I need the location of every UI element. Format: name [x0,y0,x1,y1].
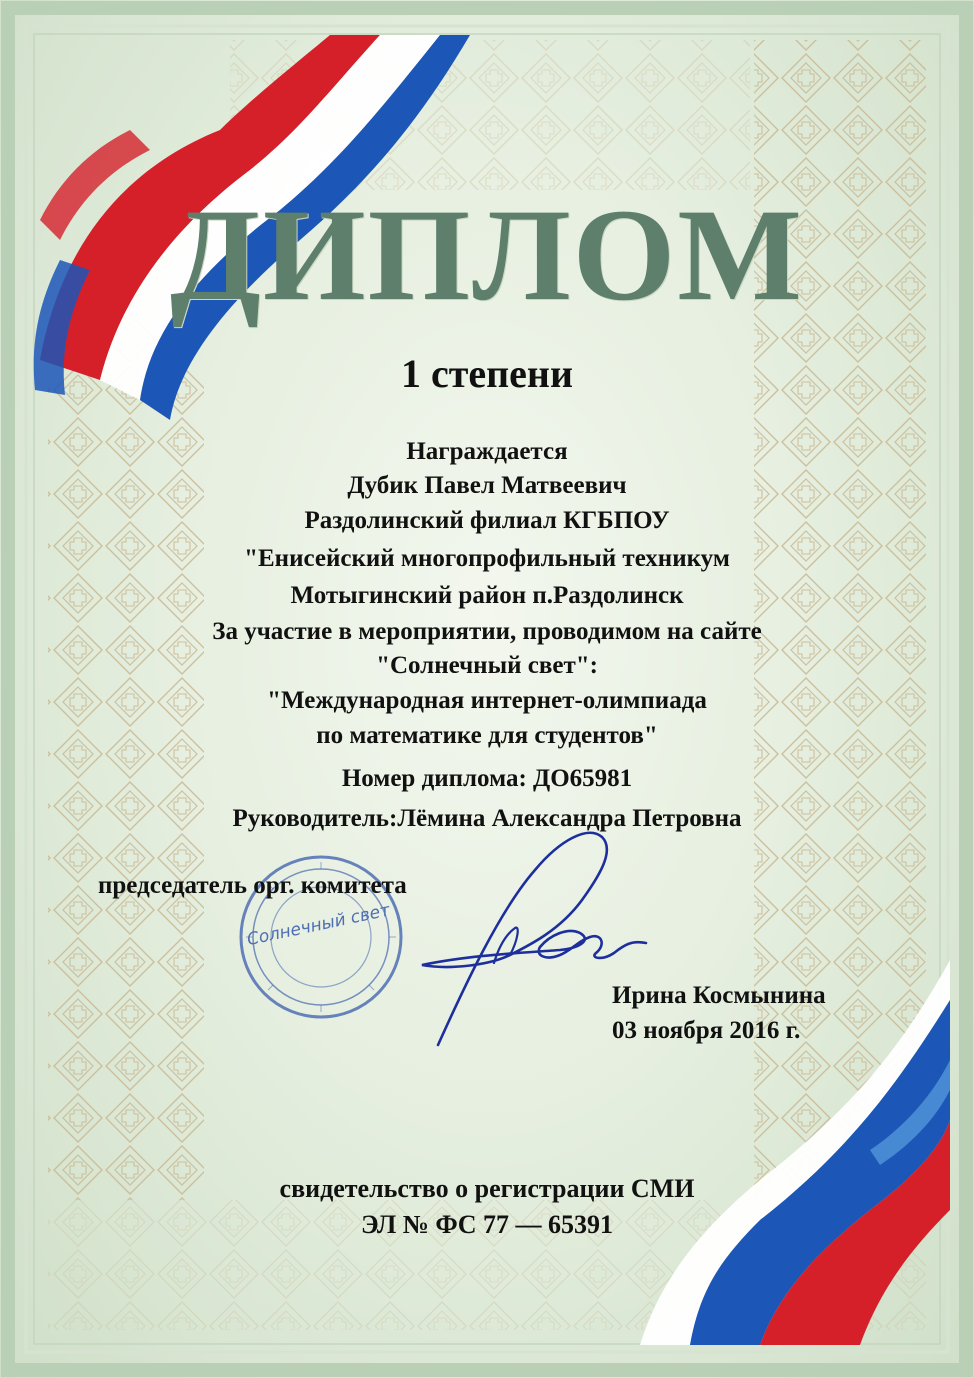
supervisor-line: Руководитель:Лёмина Александра Петровна [232,805,742,832]
award-line: Награждается [406,438,568,465]
diploma-number: Номер диплома: ДО65981 [341,765,633,792]
registration-line: свидетельство о регистрации СМИ [279,1174,695,1203]
signer-name: Ирина Космынина [612,982,826,1009]
participation-line: За участие в мероприятии, проводимом на сайте [212,618,762,645]
site-name-line: "Солнечный свет": [376,652,598,679]
institution-line: "Енисейский многопрофильный техникум [244,545,730,572]
registration-number: ЭЛ № ФС 77 — 65391 [360,1210,614,1239]
recipient-name: Дубик Павел Матвеевич [347,472,627,499]
institution-line: Раздолинский филиал КГБПОУ [304,507,670,534]
degree-label: 1 степени [400,351,574,396]
sign-date: 03 ноября 2016 г. [612,1017,801,1044]
event-name-line: "Международная интернет-олимпиада [267,687,707,714]
diploma-title: ДИПЛОМ [170,181,804,328]
chairman-label: председатель орг. комитета [98,872,407,899]
location-line: Мотыгинский район п.Раздолинск [290,582,684,609]
stamp-text: Солнечный свет [245,900,392,951]
event-name-line: по математике для студентов" [316,722,658,749]
